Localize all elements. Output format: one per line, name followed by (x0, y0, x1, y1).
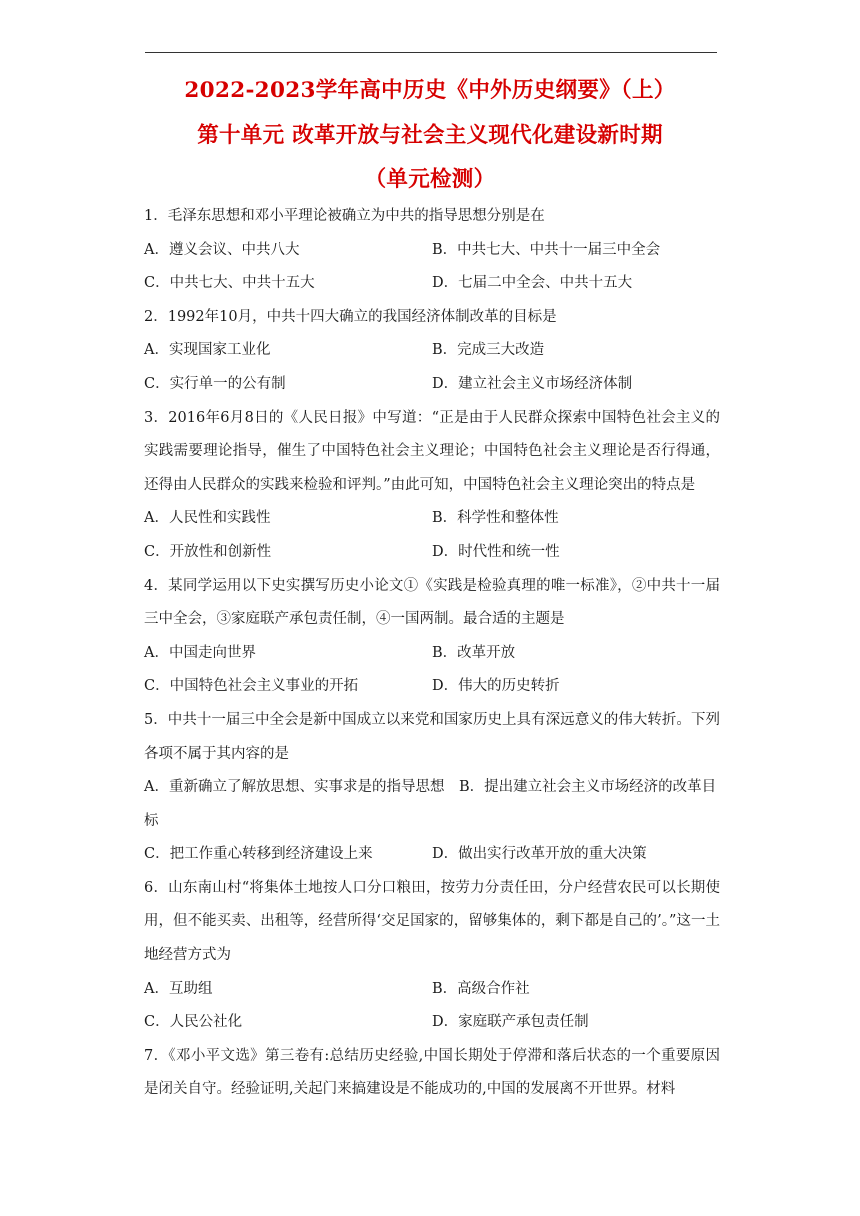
option-d: D．建立社会主义市场经济体制 (432, 375, 633, 392)
option-c: C．人民公社化 (144, 1014, 243, 1031)
option-b: B．改革开放 (432, 644, 516, 661)
document-title: 2022-2023学年高中历史《中外历史纲要》（上） (184, 78, 676, 103)
option-b: B．科学性和整体性 (432, 510, 559, 527)
option-d: D．家庭联产承包责任制 (432, 1014, 589, 1031)
option-a: A．遵义会议、中共八大 (144, 241, 300, 258)
question-stem: 5．中共十一届三中全会是新中国成立以来党和国家历史上具有深远意义的伟大转折。下列各项不属于其内容的是 (144, 711, 720, 762)
unit-title: 第十单元 改革开放与社会主义现代化建设新时期 (197, 123, 663, 148)
option-c: C．把工作重心转移到经济建设上来 (144, 846, 373, 863)
question-4 (144, 570, 720, 704)
option-b: B．高级合作社 (432, 980, 530, 997)
question-stem: 4．某同学运用以下史实撰写历史小论文①《实践是检验真理的唯一标准》，②中共十一届三中全会，③家庭联产承包责任制，④一国两制。最合适的主题是 (144, 577, 720, 628)
option-c: C．中共七大、中共十五大 (144, 275, 315, 292)
question-stem: 7．《邓小平文选》第三卷有:总结历史经验,中国长期处于停滞和落后状态的一个重要原因是闭关自守。经验证明,关起门来搞建设是不能成功的,中国的发展离不开世界。材料 (144, 1047, 720, 1098)
question-stem: 6．山东南山村“将集体土地按人口分口粮田，按劳力分责任田，分户经营农民可以长期使用，但不能买卖、出租等，经营所得‘交足国家的，留够集体的，剩下都是自己的’。”这一土地经营方式为 (144, 879, 720, 964)
option-b: B．提出建立社会主义市场经济的改革目标 (144, 779, 717, 829)
question-stem: 2．1992年10月，中共十四大确立的我国经济体制改革的目标是 (144, 308, 557, 325)
unit-subtitle: （单元检测） (364, 167, 496, 192)
option-c: C．开放性和创新性 (144, 543, 272, 560)
question-2 (144, 301, 720, 402)
question-list (144, 200, 720, 1107)
header-rule (145, 52, 717, 53)
options-ab (144, 771, 720, 838)
option-b: B．完成三大改造 (432, 342, 545, 359)
option-d: D．七届二中全会、中共十五大 (432, 275, 633, 292)
option-a: A．中国走向世界 (144, 644, 256, 661)
option-c: C．中国特色社会主义事业的开拓 (144, 678, 359, 695)
option-a: A．重新确立了解放思想、实事求是的指导思想 (144, 779, 445, 796)
question-6 (144, 872, 720, 1040)
option-a: A．实现国家工业化 (144, 342, 271, 359)
question-stem: 1．毛泽东思想和邓小平理论被确立为中共的指导思想分别是在 (144, 208, 545, 224)
option-a: A．人民性和实践性 (144, 510, 271, 527)
question-7 (144, 1040, 720, 1107)
option-d: D．时代性和统一性 (432, 543, 560, 560)
option-d: D．做出实行改革开放的重大决策 (432, 846, 647, 863)
option-a: A．互助组 (144, 980, 213, 997)
question-3 (144, 402, 720, 570)
question-1 (144, 200, 720, 301)
question-5 (144, 704, 720, 872)
option-c: C．实行单一的公有制 (144, 375, 286, 392)
option-d: D．伟大的历史转折 (432, 678, 560, 695)
option-b: B．中共七大、中共十一届三中全会 (432, 241, 661, 258)
question-stem: 3．2016年6月8日的《人民日报》中写道：“正是由于人民群众探索中国特色社会主义的实践需要理论指导，催生了中国特色社会主义理论；中国特色社会主义理论是否行得通，还得由人民群众的实践来检验和评判。”由此可知，中国特色社会主义理论突出的特点是 (144, 409, 720, 493)
